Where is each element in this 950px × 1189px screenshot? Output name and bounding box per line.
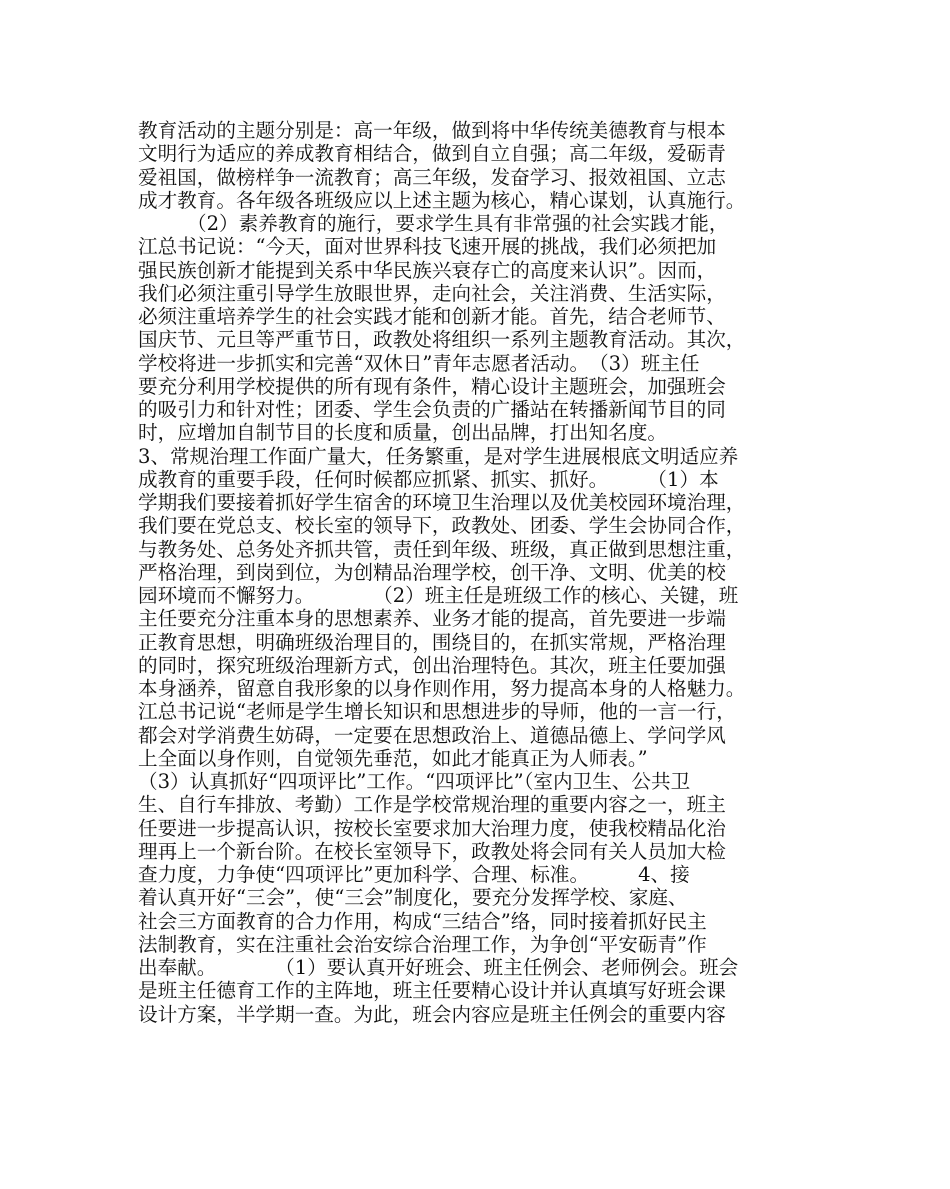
text-line: 文明行为适应的养成教育相结合，做到自立自强；高二年级，爱砺青 xyxy=(138,142,726,166)
text-line: 查力度，力争使“四项评比”更加科学、合理、标准。 4、接 xyxy=(138,863,690,886)
text-line: 教育活动的主题分别是：高一年级，做到将中华传统美德教育与根本 xyxy=(138,119,726,142)
text-line: 生、自行车排放、考勤）工作是学校常规治理的重要内容之一，班主 xyxy=(138,793,726,817)
text-line: 都会对学消费生妨碍，一定要在思想政治上、道德品德上、学问学风 xyxy=(138,723,726,747)
text-line: 的同时，探究班级治理新方式，创出治理特色。其次，班主任要加强 xyxy=(138,653,726,677)
text-line: 着认真开好“三会”，使“三会”制度化，要充分发挥学校、家庭、 xyxy=(138,886,688,910)
text-line: 严格治理，到岗到位，为创精品治理学校，创干净、文明、优美的校 xyxy=(138,560,726,584)
text-line: 要充分利用学校提供的所有现有条件，精心设计主题班会，加强班会 xyxy=(138,374,726,398)
text-line: 与教务处、总务处齐抓共管，责任到年级、班级，真正做到思想注重， xyxy=(138,537,746,561)
text-line: 正教育思想，明确班级治理目的，围绕目的，在抓实常规，严格治理 xyxy=(138,630,726,654)
text-line: 成才教育。各年级各班级应以上述主题为核心，精心谋划，认真施行。 xyxy=(138,188,746,212)
text-line: 上全面以身作则，自觉领先垂范，如此才能真正为人师表。” xyxy=(138,746,648,770)
body-text xyxy=(138,119,818,1026)
text-line: 强民族创新才能提到关系中华民族兴衰存亡的高度来认识”。因而， xyxy=(138,258,717,282)
text-line: 成教育的重要手段，任何时候都应抓紧、抓实、抓好。 （1）本 xyxy=(138,467,719,491)
text-line: 时，应增加自制节目的长度和质量，创出品牌，打出知名度。 xyxy=(138,421,668,445)
text-line: 江总书记说“老师是学生增长知识和思想进步的导师，他的一言一行， xyxy=(138,700,736,724)
text-line: 出奉献。 （1）要认真开好班会、班主任例会、老师例会。班会 xyxy=(138,956,739,979)
text-line: （3）认真抓好“四项评比”工作。“四项评比”（室内卫生、公共卫 xyxy=(138,770,691,793)
text-line: 必须注重培养学生的社会实践才能和创新才能。首先，结合老师节、 xyxy=(138,305,726,328)
text-line: 我们必须注重引导学生放眼世界，走向社会，关注消费、生活实际， xyxy=(138,281,726,305)
text-line: 3、常规治理工作面广量大，任务繁重，是对学生进展根底文明适应养 xyxy=(138,444,739,468)
text-line: 社会三方面教育的合力作用，构成“三结合”络，同时接着抓好民主 xyxy=(138,909,707,933)
text-line: （2）素养教育的施行，要求学生具有非常强的社会实践才能， xyxy=(138,212,729,235)
text-line: 江总书记说：“今天，面对世界科技飞速开展的挑战，我们必须把加 xyxy=(138,235,717,259)
text-line: 任要进一步提高认识，按校长室要求加大治理力度，使我校精品化治 xyxy=(138,816,726,840)
text-line: 主任要充分注重本身的思想素养、业务才能的提高，首先要进一步端 xyxy=(138,607,726,631)
text-line: 我们要在党总支、校长室的领导下，政教处、团委、学生会协同合作， xyxy=(138,514,746,538)
text-line: 学期我们要接着抓好学生宿舍的环境卫生治理以及优美校园环境治理， xyxy=(138,491,746,514)
text-line: 国庆节、元旦等严重节日，政教处将组织一系列主题教育活动。其次， xyxy=(138,328,746,352)
text-line: 设计方案，半学期一查。为此，班会内容应是班主任例会的重要内容 xyxy=(138,1002,726,1026)
text-line: 理再上一个新台阶。在校长室领导下，政教处将会同有关人员加大检 xyxy=(138,839,726,863)
text-line: 是班主任德育工作的主阵地，班主任要精心设计并认真填写好班会课 xyxy=(138,979,726,1003)
text-line: 本身涵养，留意自我形象的以身作则作用，努力提高本身的人格魅力。 xyxy=(138,677,746,700)
text-line: 法制教育，实在注重社会治安综合治理工作，为争创“平安砺青”作 xyxy=(138,932,707,956)
text-line: 园环境而不懈努力。 （2）班主任是班级工作的核心、关键，班 xyxy=(138,584,739,607)
text-line: 爱祖国，做榜样争一流教育；高三年级，发奋学习、报效祖国、立志 xyxy=(138,165,726,189)
text-line: 的吸引力和针对性；团委、学生会负责的广播站在转播新闻节目的同 xyxy=(138,398,726,421)
text-line: 学校将进一步抓实和完善“双休日”青年志愿者活动。 （3）班主任 xyxy=(138,351,700,375)
